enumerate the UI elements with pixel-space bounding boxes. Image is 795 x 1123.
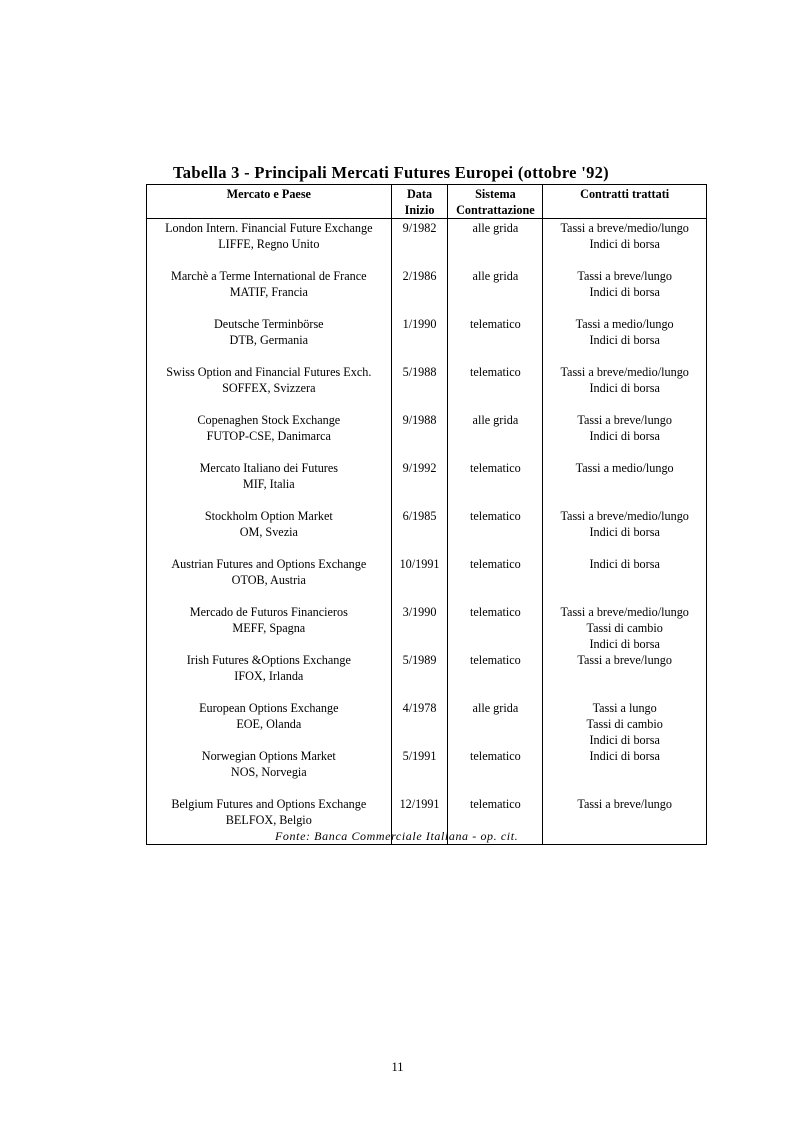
cell-market-line: MEFF, Spagna <box>232 621 306 635</box>
cell-contracts <box>543 219 707 269</box>
header-date-line-1: Data <box>407 187 433 201</box>
table-row <box>147 652 707 700</box>
cell-system <box>448 604 543 652</box>
cell-market-line: Swiss Option and Financial Futures Exch. <box>166 365 372 379</box>
header-contracts <box>543 185 707 219</box>
cell-contracts-line: Tassi a breve/lungo <box>577 413 672 427</box>
cell-market-line: EOE, Olanda <box>236 717 302 731</box>
cell-system <box>448 556 543 604</box>
header-system-line-2: Contrattazione <box>456 203 535 217</box>
cell-contracts-line: Indici di borsa <box>589 749 660 763</box>
cell-market-line: BELFOX, Belgio <box>225 813 312 827</box>
cell-system <box>448 219 543 269</box>
cell-contracts-line: Tassi a breve/medio/lungo <box>560 221 689 235</box>
header-row <box>147 185 707 219</box>
cell-contracts-line: Tassi a medio/lungo <box>575 461 674 475</box>
header-market-label: Mercato e Paese <box>226 187 311 201</box>
cell-contracts-line: Indici di borsa <box>589 525 660 539</box>
cell-market <box>147 652 392 700</box>
cell-date-value: 10/1991 <box>399 557 440 571</box>
cell-date-value: 5/1988 <box>402 365 437 379</box>
cell-contracts-line: Indici di borsa <box>589 285 660 299</box>
cell-date-value: 9/1988 <box>402 413 437 427</box>
cell-contracts-line: Indici di borsa <box>589 381 660 395</box>
cell-market <box>147 508 392 556</box>
cell-market-line: OM, Svezia <box>239 525 298 539</box>
cell-market-line: NOS, Norvegia <box>230 765 307 779</box>
cell-date <box>391 460 448 508</box>
cell-market <box>147 219 392 269</box>
cell-date-value: 9/1992 <box>402 461 437 475</box>
cell-system <box>448 460 543 508</box>
cell-date <box>391 604 448 652</box>
cell-date <box>391 364 448 412</box>
cell-contracts <box>543 412 707 460</box>
table-body <box>147 219 707 845</box>
cell-market-line: Deutsche Terminbörse <box>214 317 324 331</box>
cell-system <box>448 748 543 796</box>
cell-date <box>391 652 448 700</box>
cell-contracts-line: Indici di borsa <box>589 637 660 651</box>
cell-contracts <box>543 748 707 796</box>
header-date-line-2: Inizio <box>404 203 435 217</box>
cell-market-line: Austrian Futures and Options Exchange <box>171 557 367 571</box>
cell-date-value: 4/1978 <box>402 701 437 715</box>
cell-date-value: 3/1990 <box>402 605 437 619</box>
cell-market-line: London Intern. Financial Future Exchange <box>165 221 373 235</box>
cell-contracts <box>543 316 707 364</box>
cell-system-value: alle grida <box>472 221 519 235</box>
cell-market-line: IFOX, Irlanda <box>234 669 304 683</box>
cell-market-line: LIFFE, Regno Unito <box>218 237 320 251</box>
cell-contracts <box>543 796 707 845</box>
cell-contracts-line: Indici di borsa <box>589 557 660 571</box>
cell-contracts-line: Tassi a breve/lungo <box>577 269 672 283</box>
cell-contracts-line: Tassi a breve/medio/lungo <box>560 509 689 523</box>
cell-system-value: alle grida <box>472 413 519 427</box>
cell-system <box>448 268 543 316</box>
cell-date <box>391 700 448 748</box>
cell-market-line: European Options Exchange <box>199 701 339 715</box>
table-row <box>147 412 707 460</box>
futures-markets-table <box>146 184 707 845</box>
cell-market-line: Mercado de Futuros Financieros <box>189 605 348 619</box>
cell-contracts-line: Tassi a breve/lungo <box>577 797 672 811</box>
cell-contracts <box>543 364 707 412</box>
cell-market <box>147 460 392 508</box>
table-row <box>147 604 707 652</box>
cell-date <box>391 556 448 604</box>
cell-contracts-line: Tassi a lungo <box>592 701 657 715</box>
cell-market-line: OTOB, Austria <box>231 573 306 587</box>
table-row <box>147 364 707 412</box>
header-system-line-1: Sistema <box>475 187 516 201</box>
header-market <box>147 185 392 219</box>
cell-system <box>448 364 543 412</box>
cell-system <box>448 316 543 364</box>
cell-system-value: alle grida <box>472 269 519 283</box>
cell-market <box>147 316 392 364</box>
cell-system <box>448 508 543 556</box>
table-title: Tabella 3 - Principali Mercati Futures Europei (ottobre '92) <box>173 163 609 182</box>
page-number: 11 <box>391 1060 404 1074</box>
cell-market-line: Irish Futures &Options Exchange <box>186 653 351 667</box>
cell-date-value: 5/1991 <box>402 749 437 763</box>
cell-market <box>147 268 392 316</box>
header-date <box>391 185 448 219</box>
table-row <box>147 748 707 796</box>
table-row <box>147 508 707 556</box>
cell-system-value: alle grida <box>472 701 519 715</box>
cell-system-value: telematico <box>470 797 521 811</box>
cell-date-value: 5/1989 <box>402 653 437 667</box>
cell-market <box>147 364 392 412</box>
cell-contracts-line: Indici di borsa <box>589 429 660 443</box>
table-row <box>147 556 707 604</box>
cell-market-line: Belgium Futures and Options Exchange <box>171 797 367 811</box>
cell-system-value: telematico <box>470 557 521 571</box>
cell-market <box>147 412 392 460</box>
cell-date-value: 6/1985 <box>402 509 437 523</box>
cell-contracts-line: Indici di borsa <box>589 333 660 347</box>
cell-market-line: Mercato Italiano dei Futures <box>199 461 339 475</box>
table-row <box>147 219 707 269</box>
cell-date <box>391 748 448 796</box>
cell-date-value: 12/1991 <box>399 797 440 811</box>
cell-contracts-line: Tassi a breve/medio/lungo <box>560 605 689 619</box>
cell-market <box>147 700 392 748</box>
cell-contracts-line: Tassi a breve/medio/lungo <box>560 365 689 379</box>
cell-system-value: telematico <box>470 461 521 475</box>
cell-date <box>391 508 448 556</box>
cell-market-line: Norwegian Options Market <box>201 749 336 763</box>
cell-market-line: Stockholm Option Market <box>204 509 333 523</box>
cell-market-line: FUTOP-CSE, Danimarca <box>206 429 331 443</box>
cell-market <box>147 604 392 652</box>
cell-market-line: DTB, Germania <box>229 333 309 347</box>
cell-contracts <box>543 268 707 316</box>
cell-contracts-line: Tassi di cambio <box>586 621 663 635</box>
cell-date <box>391 268 448 316</box>
cell-date-value: 2/1986 <box>402 269 437 283</box>
cell-system-value: telematico <box>470 605 521 619</box>
cell-contracts-line: Indici di borsa <box>589 237 660 251</box>
cell-contracts <box>543 604 707 652</box>
cell-contracts <box>543 508 707 556</box>
header-contracts-label: Contratti trattati <box>580 187 670 201</box>
cell-contracts-line: Indici di borsa <box>589 733 660 747</box>
cell-contracts-line: Tassi a breve/lungo <box>577 653 672 667</box>
cell-system <box>448 412 543 460</box>
cell-market <box>147 556 392 604</box>
cell-date <box>391 316 448 364</box>
cell-market-line: SOFFEX, Svizzera <box>222 381 316 395</box>
cell-market-line: Marchè a Terme International de France <box>171 269 367 283</box>
cell-date <box>391 412 448 460</box>
table-row <box>147 700 707 748</box>
cell-system-value: telematico <box>470 365 521 379</box>
cell-system-value: telematico <box>470 509 521 523</box>
cell-contracts <box>543 652 707 700</box>
cell-contracts <box>543 556 707 604</box>
cell-contracts <box>543 700 707 748</box>
cell-system-value: telematico <box>470 749 521 763</box>
cell-date-value: 9/1982 <box>402 221 437 235</box>
cell-system <box>448 652 543 700</box>
cell-market <box>147 748 392 796</box>
cell-contracts-line: Tassi a medio/lungo <box>575 317 674 331</box>
cell-market-line: MIF, Italia <box>242 477 295 491</box>
cell-contracts <box>543 460 707 508</box>
cell-date <box>391 219 448 269</box>
cell-market-line: Copenaghen Stock Exchange <box>197 413 341 427</box>
cell-system-value: telematico <box>470 317 521 331</box>
cell-market-line: MATIF, Francia <box>229 285 308 299</box>
header-system <box>448 185 543 219</box>
table-row <box>147 460 707 508</box>
source-note: Fonte: Banca Commerciale Italiana - op. cit. <box>275 829 519 843</box>
cell-system-value: telematico <box>470 653 521 667</box>
cell-contracts-line: Tassi di cambio <box>586 717 663 731</box>
cell-date-value: 1/1990 <box>402 317 437 331</box>
table-row <box>147 268 707 316</box>
cell-system <box>448 700 543 748</box>
table-row <box>147 316 707 364</box>
